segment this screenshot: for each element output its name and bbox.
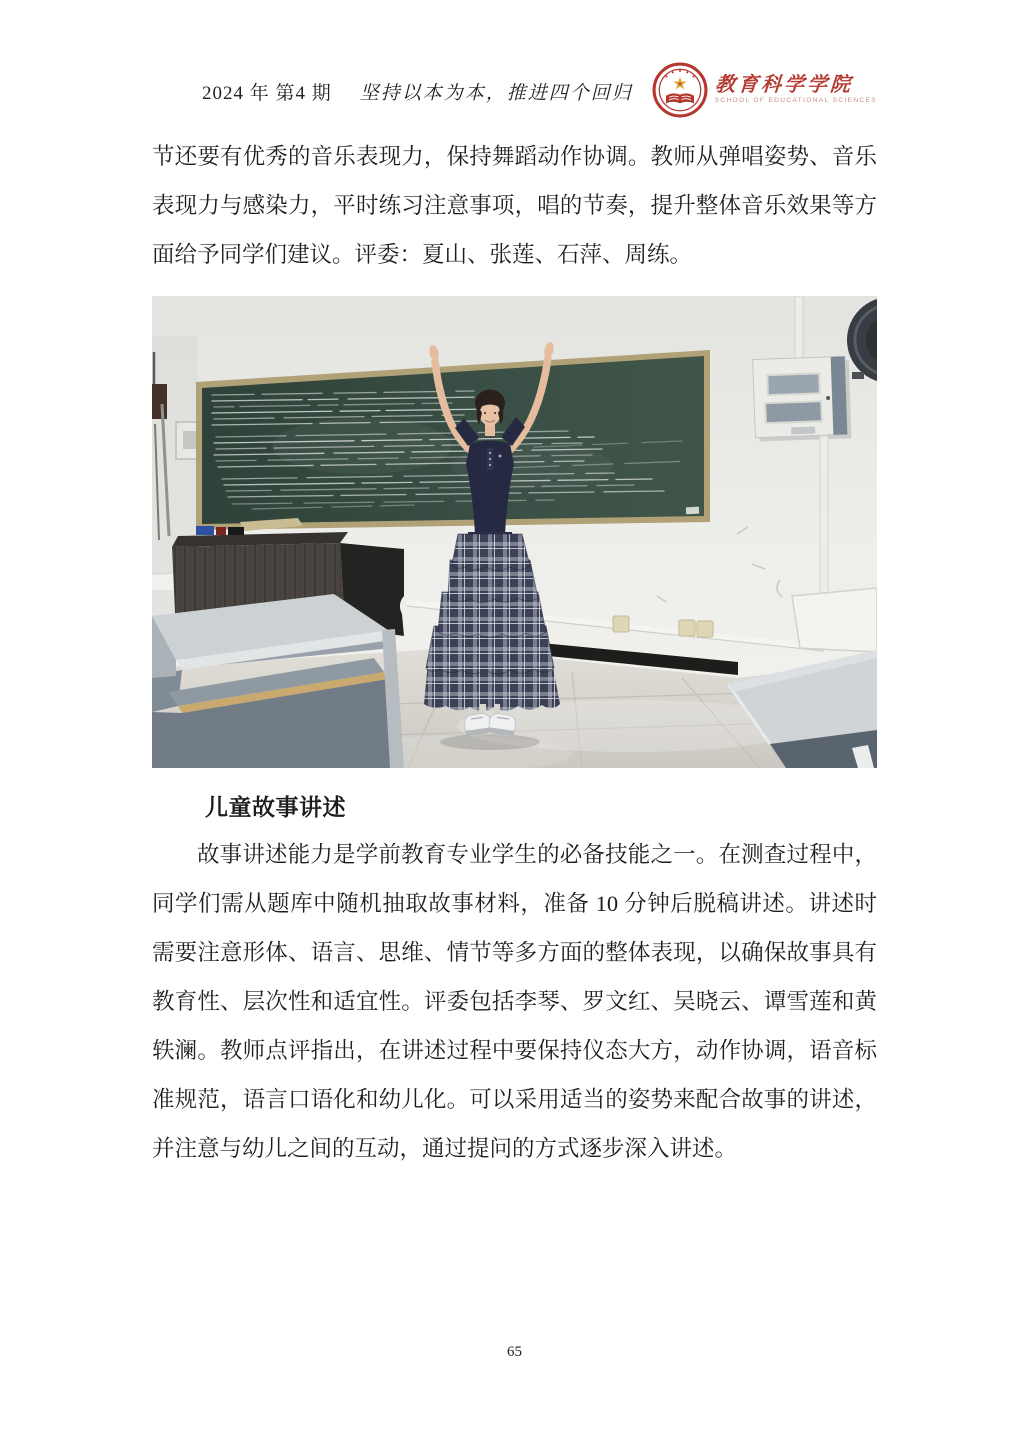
- classroom-photo: [152, 296, 877, 768]
- logo-name-en: SCHOOL OF EDUCATIONAL SCIENCES: [714, 97, 877, 105]
- issue-info: 2024 年 第4 期: [202, 83, 332, 104]
- content-column: [152, 0, 877, 1360]
- page-header: [152, 62, 877, 122]
- page-number: 65: [507, 1344, 522, 1360]
- logo-text: [715, 75, 877, 105]
- classroom-photo-scene: [152, 296, 877, 768]
- school-emblem-icon: [652, 62, 708, 118]
- section-heading: 儿童故事讲述: [205, 795, 346, 820]
- paragraph-music-review: 节还要有优秀的音乐表现力，保持舞蹈动作协调。教师从弹唱姿势、音乐表现力与感染力，平时练习注意事项，唱的节奏，提升整体音乐效果等方面给予同学们建议。评委：夏山、张莲、石萍、周练。: [152, 144, 877, 267]
- header-slogan: 坚持以本为本，推进四个回归: [359, 83, 633, 104]
- header-text: [202, 78, 633, 105]
- school-logo: [652, 62, 877, 118]
- paragraph-story-telling: 故事讲述能力是学前教育专业学生的必备技能之一。在测查过程中，同学们需从题库中随机抽取故事材料，准备 10 分钟后脱稿讲述。讲述时需要注意形体、语言、思维、情节等多方面的整体表现，以确保故事具有教育性、层次性和适宜性。评委包括李琴、罗文红、吴晓云、谭雪莲和黄轶澜。教师点评指出，在讲述过程中要保持仪态大方，动作协调，语音标准规范，语言口语化和幼儿化。可以采用适当的姿势来配合故事的讲述，并注意与幼儿之间的互动，通过提问的方式逐步深入讲述。: [152, 842, 877, 1161]
- logo-name-cn: 教育科学学院: [713, 74, 854, 97]
